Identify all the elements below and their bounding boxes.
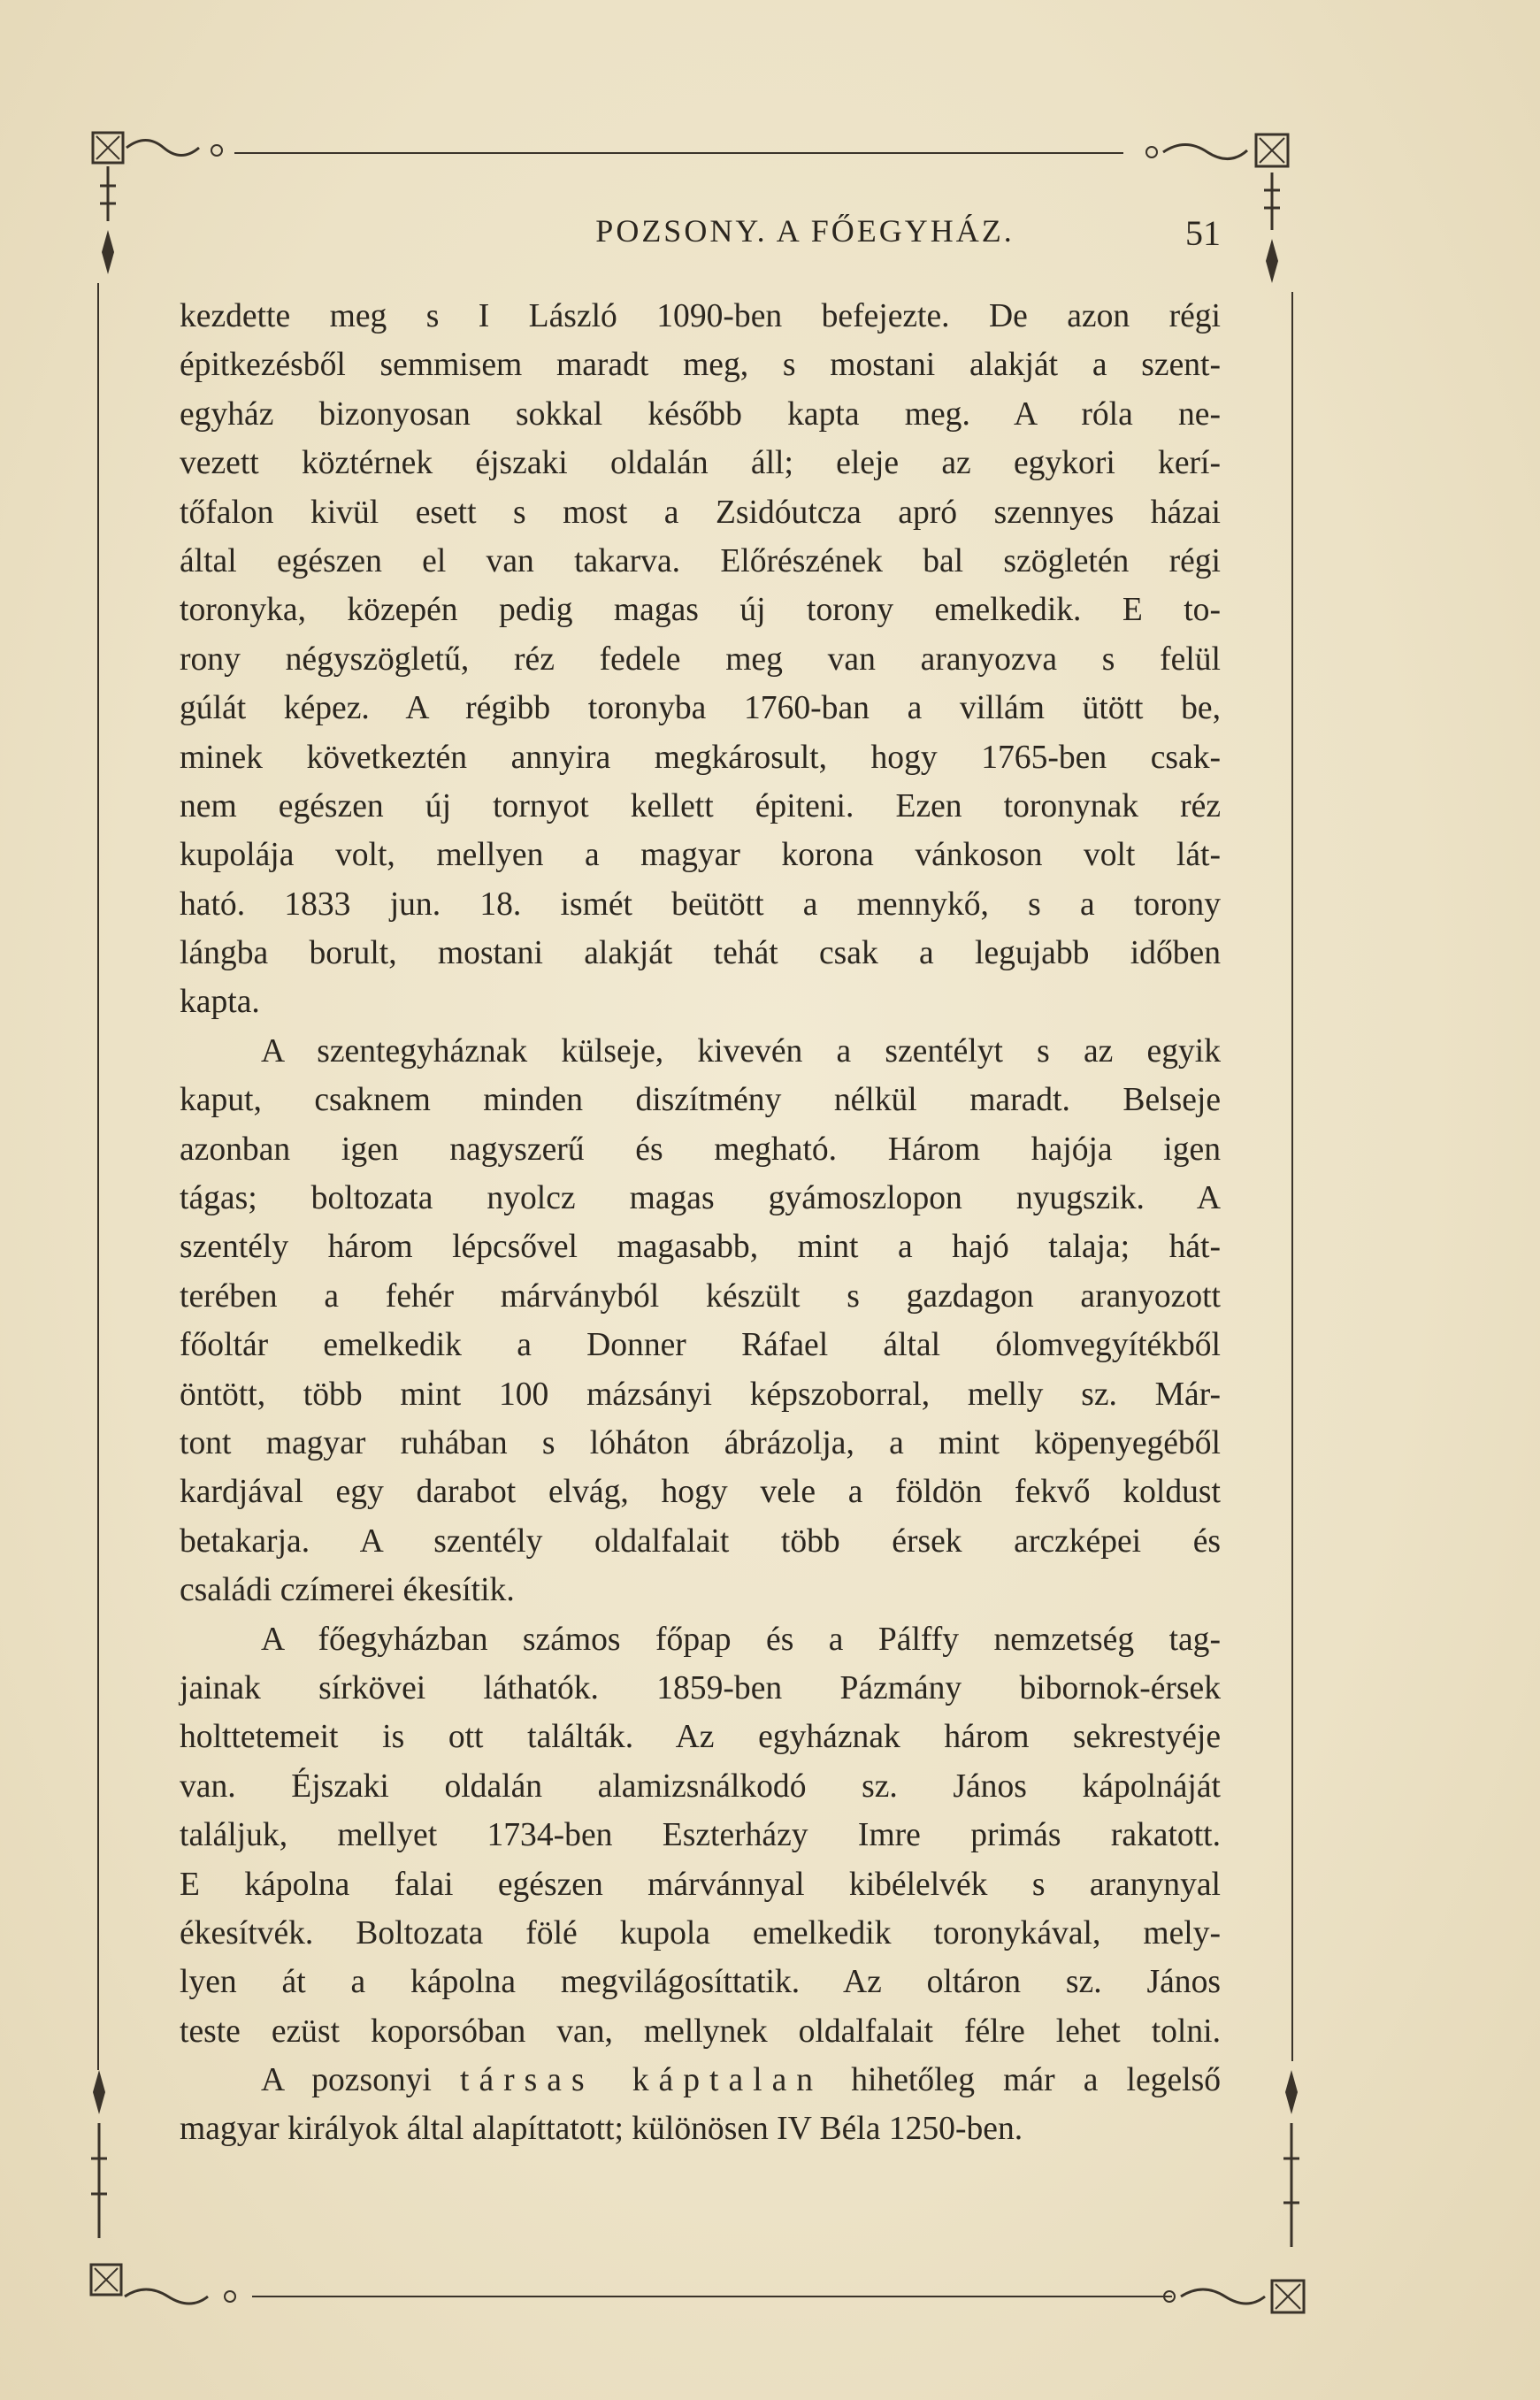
text-line: által egészen el van takarva. Előrészének bal szögletén régi <box>180 542 1221 579</box>
bottom-border-rule <box>252 2296 1172 2297</box>
text-line: A szentegyháznak külseje, kivevén a szentélyt s az egyik <box>261 1032 1221 1070</box>
top-left-corner-ornament-icon <box>84 124 243 292</box>
text-line: tágas; boltozata nyolcz magas gyámoszlopon nyugszik. A <box>180 1180 1221 1217</box>
page-header <box>177 212 1221 265</box>
text-line: egyház bizonyosan sokkal később kapta meg. A róla ne- <box>180 395 1221 433</box>
text-line: kezdette meg s I László 1090-ben befejezte. De azon régi <box>180 298 1221 334</box>
spaced-emphasis: társas káptalan <box>460 2062 824 2099</box>
text-line: ható. 1833 jun. 18. ismét beütött a mennykő, s a torony <box>180 886 1221 923</box>
text-line: épitkezésből semmisem maradt meg, s mostani alakját a szent- <box>180 347 1221 384</box>
text-line-spaced <box>180 2056 1221 2105</box>
left-border-rule <box>97 283 99 2070</box>
text-line: kapta. <box>180 984 260 1021</box>
text-line: terében a fehér márványból készült s gazdagon aranyozott <box>180 1277 1221 1315</box>
text-line: tont magyar ruhában s lóháton ábrázolja, a mint köpenyegéből <box>180 1424 1221 1461</box>
text-line: tőfalon kivül esett s most a Zsidóutcza apró szennyes házai <box>180 494 1221 531</box>
text-line: jainak sírkövei láthatók. 1859-ben Pázmány bibornok-érsek <box>180 1669 1221 1706</box>
text-line: családi czímerei ékesítik. <box>180 1572 515 1609</box>
text-line: E kápolna falai egészen márvánnyal kibélelvék s aranynyal <box>180 1866 1221 1903</box>
text-line: azonban igen nagyszerű és megható. Három hajója igen <box>180 1131 1221 1168</box>
text-line: ékesítvék. Boltozata fölé kupola emelkedik toronykával, mely- <box>180 1914 1221 1951</box>
text-line: teste ezüst koporsóban van, mellynek oldalfalait félre lehet tolni. <box>180 2013 1221 2050</box>
text-line: van. Éjszaki oldalán alamizsnálkodó sz. János kápolnáját <box>180 1767 1221 1805</box>
text-line: holttetemeit is ott találták. Az egyháznak három sekrestyéje <box>180 1719 1221 1756</box>
body-text <box>180 292 1221 2154</box>
text-line: lyen át a kápolna megvilágosíttatik. Az oltáron sz. János <box>180 1964 1221 2001</box>
text-line: gúlát képez. A régibb toronyba 1760-ban a villám ütött be, <box>180 690 1221 727</box>
line-suffix: hihetőleg már a legelső <box>851 2062 1221 2099</box>
text-line: nem egészen új tornyot kellett épiteni. Ezen toronynak réz <box>180 787 1221 824</box>
text-line: vezett köztérnek éjszaki oldalán áll; eleje az egykori kerí- <box>180 445 1221 482</box>
text-line: A főegyházban számos főpap és a Pálffy nemzetség tag- <box>261 1621 1221 1658</box>
right-border-rule <box>1291 292 1293 2061</box>
text-line: magyar királyok által alapíttatott; különösen IV Béla 1250-ben. <box>180 2111 1023 2148</box>
text-line: minek következtén annyira megkárosult, hogy 1765-ben csak- <box>180 739 1221 776</box>
line-prefix: A pozsonyi <box>261 2062 432 2099</box>
text-line: főoltár emelkedik a Donner Ráfael által ólomvegyítékből <box>180 1327 1221 1364</box>
text-line: betakarja. A szentély oldalfalait több érsek arczképei és <box>180 1522 1221 1560</box>
running-head: POZSONY. A FŐEGYHÁZ. <box>595 213 1015 249</box>
top-border-rule <box>234 152 1123 154</box>
text-line: találjuk, mellyet 1734-ben Eszterházy Imre primás rakatott. <box>180 1817 1221 1854</box>
text-line: öntött, több mint 100 mázsányi képszoborral, melly sz. Már- <box>180 1376 1221 1413</box>
text-line: kardjával egy darabot elvág, hogy vele a földön fekvő koldust <box>180 1474 1221 1511</box>
text-line: lángba borult, mostani alakját tehát csak a legujabb időben <box>180 935 1221 972</box>
text-line: rony négyszögletű, réz fedele meg van aranyozva s felül <box>180 640 1221 678</box>
page-number: 51 <box>1185 213 1221 253</box>
text-line: szentély három lépcsővel magasabb, mint a hajó talaja; hát- <box>180 1229 1221 1266</box>
text-line: toronyka, közepén pedig magas új torony emelkedik. E to- <box>180 592 1221 629</box>
text-line: kupolája volt, mellyen a magyar korona vánkoson volt lát- <box>180 837 1221 874</box>
text-line: kaput, csaknem minden diszítmény nélkül maradt. Belseje <box>180 1082 1221 1119</box>
